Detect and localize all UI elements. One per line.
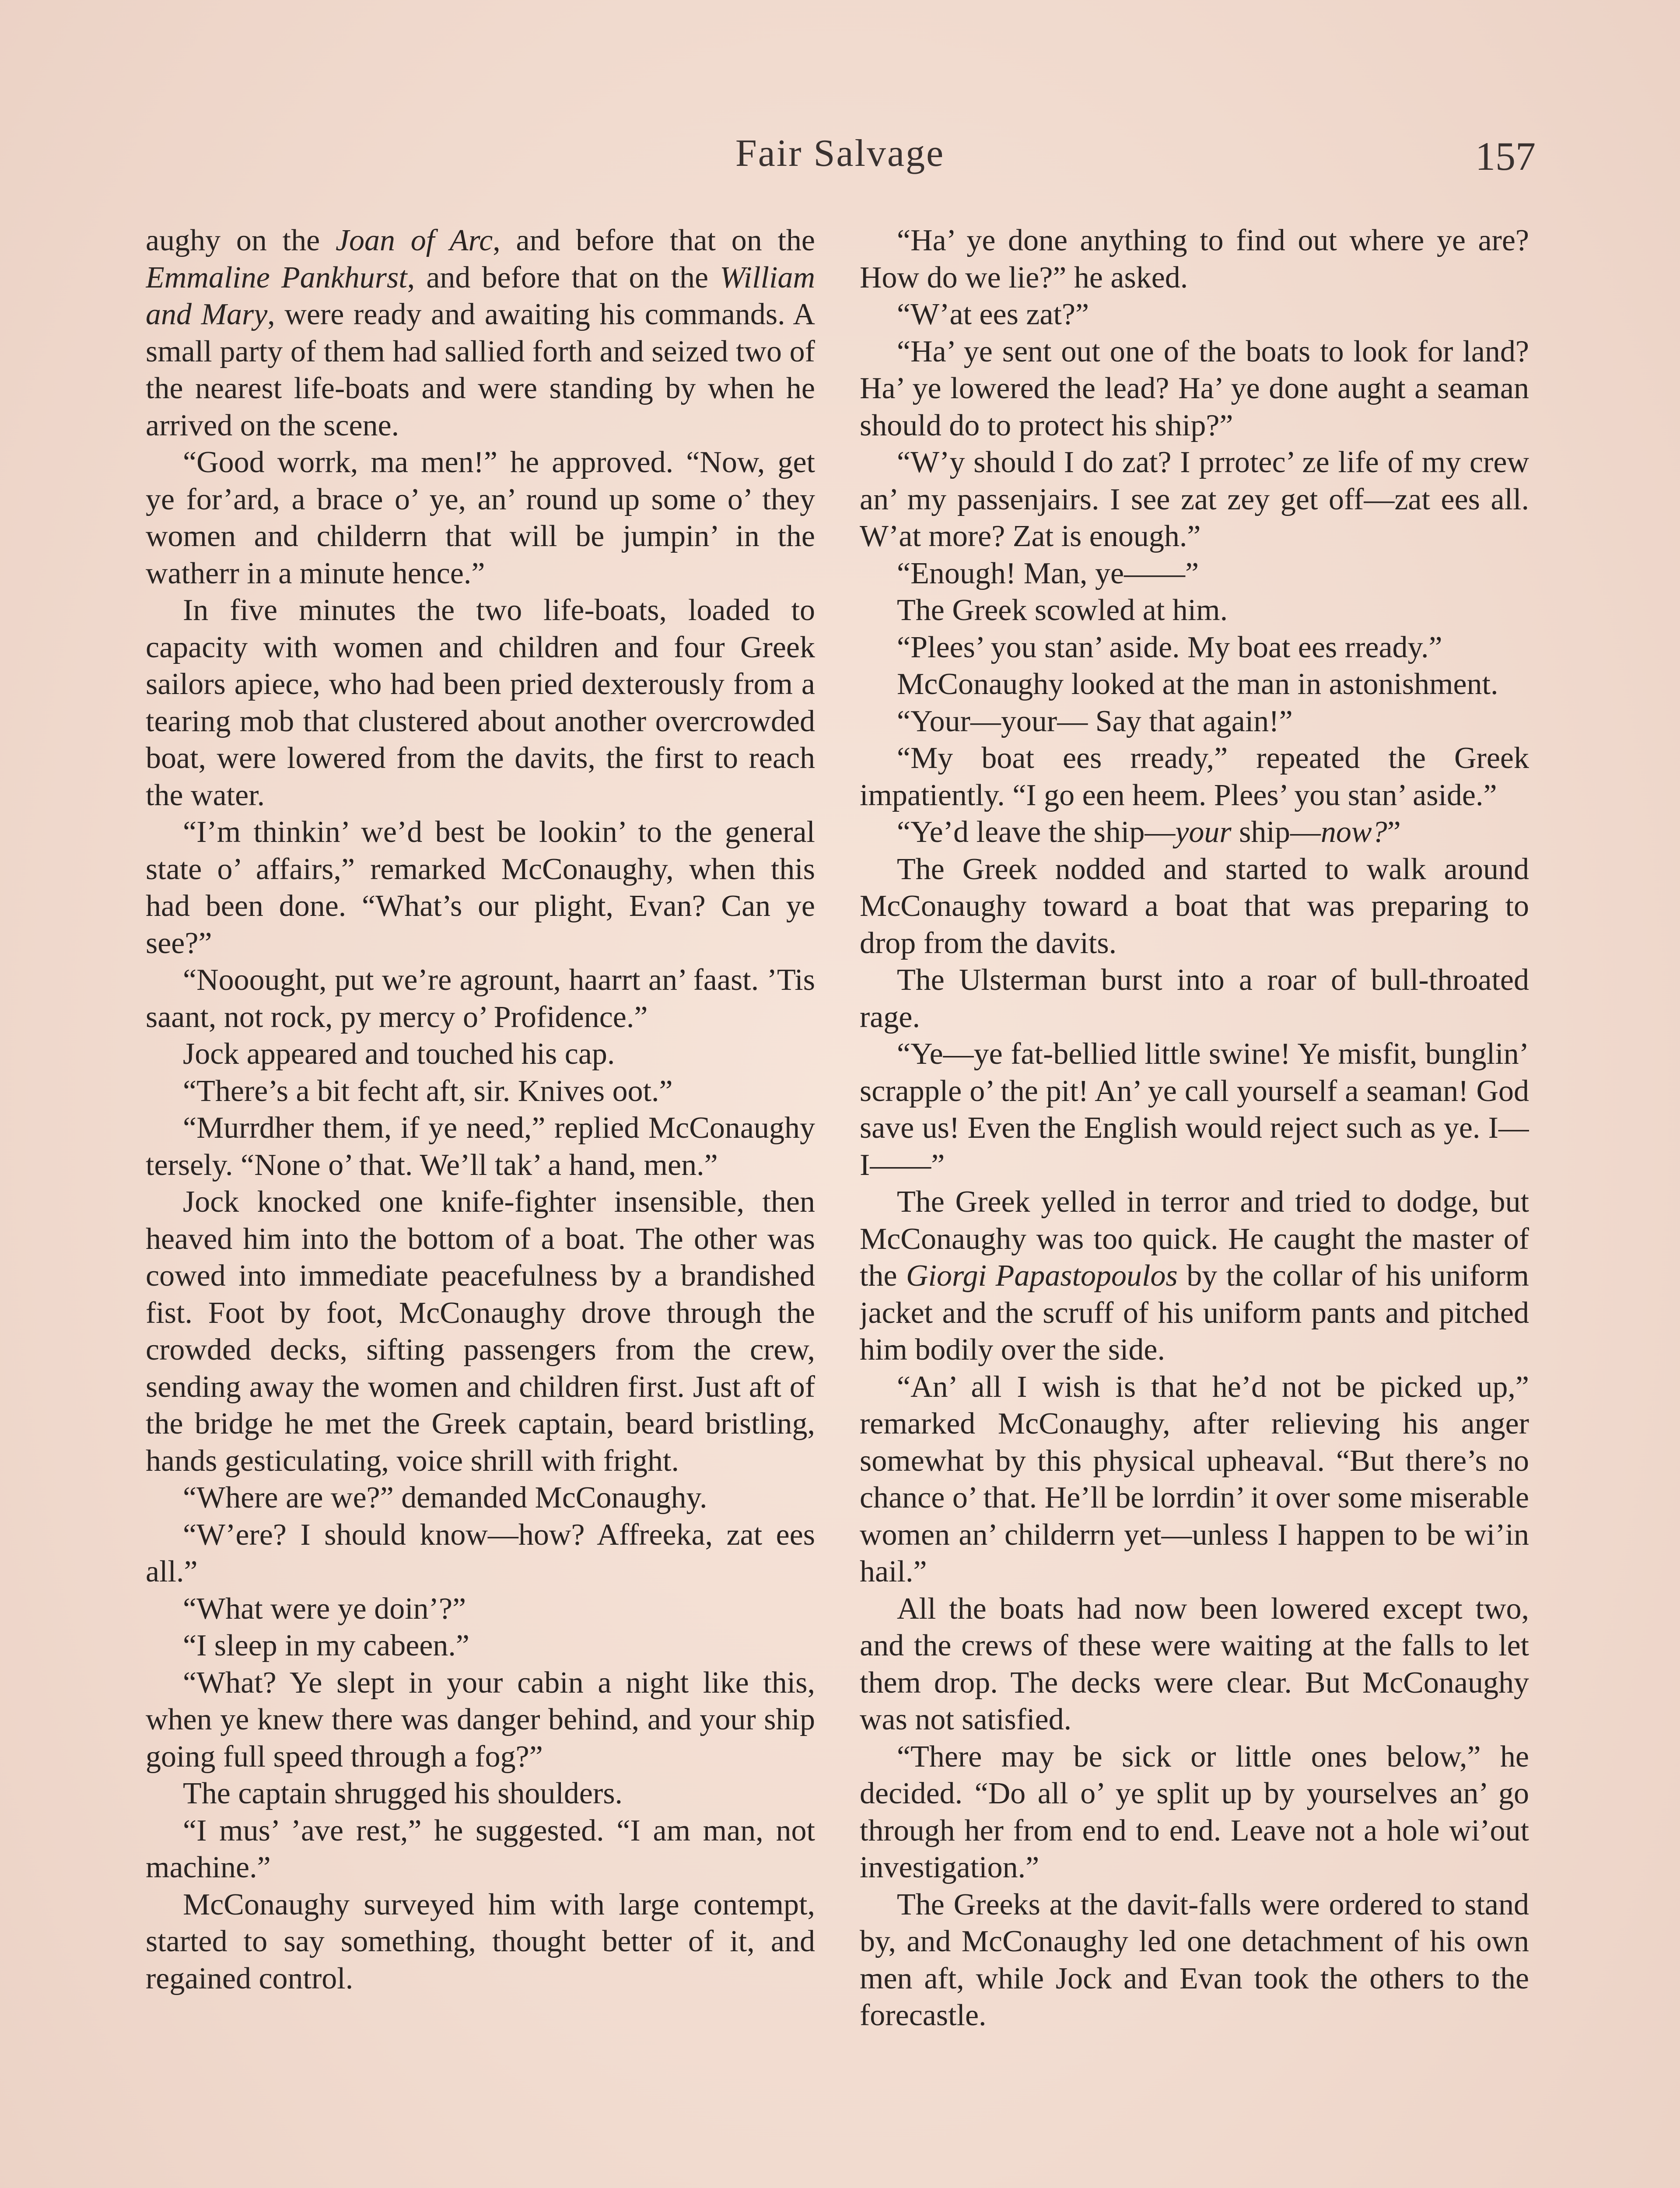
paragraph — [146, 1886, 815, 1998]
paragraph — [146, 1036, 815, 1073]
paragraph — [860, 1036, 1529, 1184]
paragraph — [146, 1110, 815, 1184]
text-run: “Where are we?” demanded McConaughy. — [183, 1481, 707, 1515]
paragraph — [860, 1591, 1529, 1739]
paragraph — [860, 1184, 1529, 1369]
text-run: “I mus’ ’ave rest,” he suggested. “I am man, not machine.” — [146, 1813, 815, 1884]
text-run: , and before that on the — [407, 260, 720, 295]
text-run: ” — [1387, 815, 1401, 849]
paragraph — [146, 1775, 815, 1813]
text-run: McConaughy surveyed him with large contempt, started to say something, thought better of it, and regained control. — [146, 1887, 815, 1995]
paragraph — [146, 592, 815, 814]
paragraph — [146, 1517, 815, 1591]
text-run: Jock appeared and touched his cap. — [183, 1037, 615, 1071]
italic-title: William and Mary — [146, 260, 815, 331]
paragraph — [146, 814, 815, 962]
text-run: The captain shrugged his shoulders. — [183, 1777, 623, 1810]
text-run: The Greek scowled at him. — [897, 593, 1228, 627]
paragraph — [146, 222, 815, 444]
text-run: “There’s a bit fecht aft, sir. Knives oot.” — [183, 1074, 673, 1108]
paragraph — [860, 592, 1529, 629]
paragraph — [860, 1369, 1529, 1591]
paragraph — [860, 444, 1529, 555]
text-run: “Ye’d leave the ship— — [897, 815, 1176, 849]
paragraph — [146, 1591, 815, 1628]
text-run: by the collar of his uniform jacket and the scruff of his uniform pants and pitched him bodily over the side. — [860, 1259, 1529, 1367]
text-run: aughy on the — [146, 224, 336, 257]
text-run: “What were ye doin’?” — [183, 1592, 466, 1626]
paragraph — [146, 1184, 815, 1480]
running-head — [0, 131, 1680, 184]
paragraph — [860, 740, 1529, 814]
text-run: In five minutes the two life-boats, loaded to capacity with women and children and four Greek sailors apiece, who had been pried dexterously from a tearing mob that clustered about another overcrowded boat, were lowered from the davits, the first to reach the water. — [146, 593, 815, 812]
text-run: “An’ all I wish is that he’d not be picked up,” remarked McConaughy, after relieving his anger somewhat by this physical upheaval. “But there’s no chance o’ that. He’ll be lorrdin’ it over some miserable women an’ childerrn yet—unless I happen to be wi’in hail.” — [860, 1370, 1529, 1588]
text-run: “W’y should I do zat? I prrotec’ ze life of my crew an’ my passenjairs. I see zat zey get off—zat ees all. W’at more? Zat is enough.” — [860, 445, 1529, 553]
paragraph — [146, 1665, 815, 1776]
text-run: “I sleep in my cabeen.” — [183, 1629, 469, 1662]
text-run: “Ha’ ye sent out one of the boats to look for land? Ha’ ye lowered the lead? Ha’ ye done aught a seaman should do to protect his ship?” — [860, 334, 1529, 442]
text-run: The Greek yelled in terror and tried to dodge, but McConaughy was too quick. He caught the master of the — [860, 1185, 1529, 1293]
text-run: McConaughy looked at the man in astonishment. — [897, 667, 1498, 701]
text-run: “I’m thinkin’ we’d best be lookin’ to the general state o’ affairs,” remarked McConaughy, when this had been done. “What’s our plight, Evan? Can ye see?” — [146, 815, 815, 960]
paragraph — [146, 1073, 815, 1110]
text-run: Jock knocked one knife-fighter insensible, then heaved him into the bottom of a boat. The other was cowed into immediate peacefulness by a brandished fist. Foot by foot, McConaughy drove through the crowded decks, sifting passengers from the crew, sending away the women and children first. Just aft of the bridge he met the Greek captain, beard bristling, hands gesticulating, voice shrill with fright. — [146, 1185, 815, 1478]
italic-title: Emmaline Pankhurst — [146, 260, 407, 295]
page-number: 157 — [1475, 134, 1536, 179]
paragraph — [860, 629, 1529, 666]
text-run: All the boats had now been lowered except two, and the crews of these were waiting at the falls to let them drop. The decks were clear. But McConaughy was not satisfied. — [860, 1592, 1529, 1736]
text-run: , were ready and awaiting his commands. A small party of them had sallied forth and seized two of the nearest life-boats and were standing by when he arrived on the scene. — [146, 298, 815, 442]
paragraph — [860, 1739, 1529, 1886]
text-run: “Nooought, put we’re agrount, haarrt an’ faast. ’Tis saant, not rock, py mercy o’ Profidence.” — [146, 963, 815, 1034]
paragraph — [146, 1480, 815, 1517]
text-run: “W’at ees zat?” — [897, 298, 1089, 331]
paragraph — [860, 1886, 1529, 2034]
text-run: “There may be sick or little ones below,” he decided. “Do all o’ ye split up by yourselves an’ go through her from end to end. Leave not a hole wi’out investigation.” — [860, 1739, 1529, 1884]
paragraph — [860, 666, 1529, 703]
italic-title: your — [1175, 815, 1232, 849]
text-run: “My boat ees rready,” repeated the Greek impatiently. “I go een heem. Plees’ you stan’ aside.” — [860, 741, 1529, 812]
paragraph — [860, 851, 1529, 962]
text-run: , and before that on the — [493, 224, 815, 257]
paragraph — [146, 1813, 815, 1886]
paragraph — [860, 555, 1529, 593]
text-run: “Ha’ ye done anything to find out where ye are? How do we lie?” he asked. — [860, 224, 1529, 295]
paragraph — [146, 1627, 815, 1665]
paragraph — [860, 333, 1529, 445]
italic-title: Giorgi Papastopoulos — [906, 1259, 1178, 1293]
text-run: “Your—your— Say that again!” — [897, 704, 1293, 738]
paragraph — [860, 222, 1529, 296]
paragraph — [860, 962, 1529, 1036]
italic-title: Joan of Arc — [335, 224, 493, 257]
left-text-column — [146, 222, 815, 2188]
text-run: “Plees’ you stan’ aside. My boat ees rready.” — [897, 630, 1442, 664]
page-title: Fair Salvage — [735, 132, 945, 175]
paragraph — [860, 296, 1529, 333]
right-text-column — [860, 222, 1529, 2188]
text-run: The Greeks at the davit-falls were ordered to stand by, and McConaughy led one detachment of his own men aft, while Jock and Evan took the others to the forecastle. — [860, 1887, 1529, 2032]
text-run: “Murrdher them, if ye need,” replied McConaughy tersely. “None o’ that. We’ll tak’ a hand, men.” — [146, 1111, 815, 1182]
text-run: “Enough! Man, ye——” — [897, 556, 1199, 590]
paragraph — [860, 814, 1529, 851]
text-run: “What? Ye slept in your cabin a night like this, when ye knew there was danger behind, and your ship going full speed through a fog?” — [146, 1666, 815, 1774]
text-run: The Ulsterman burst into a roar of bull-throated rage. — [860, 963, 1529, 1034]
text-run: “Good worrk, ma men!” he approved. “Now, get ye for’ard, a brace o’ ye, an’ round up some o’ they women and childerrn that will be jumpin’ in the watherr in a minute hence.” — [146, 445, 815, 590]
text-run: ship— — [1231, 815, 1321, 849]
paragraph — [146, 444, 815, 592]
text-run: “Ye—ye fat-bellied little swine! Ye misfit, bunglin’ scrapple o’ the pit! An’ ye call yourself a seaman! God save us! Even the English would reject such as ye. I—I——” — [860, 1037, 1529, 1182]
paragraph — [146, 962, 815, 1036]
text-run: The Greek nodded and started to walk around McConaughy toward a boat that was preparing to drop from the davits. — [860, 852, 1529, 960]
text-run: “W’ere? I should know—how? Affreeka, zat ees all.” — [146, 1518, 815, 1588]
italic-title: now? — [1320, 815, 1387, 849]
paragraph — [860, 703, 1529, 740]
